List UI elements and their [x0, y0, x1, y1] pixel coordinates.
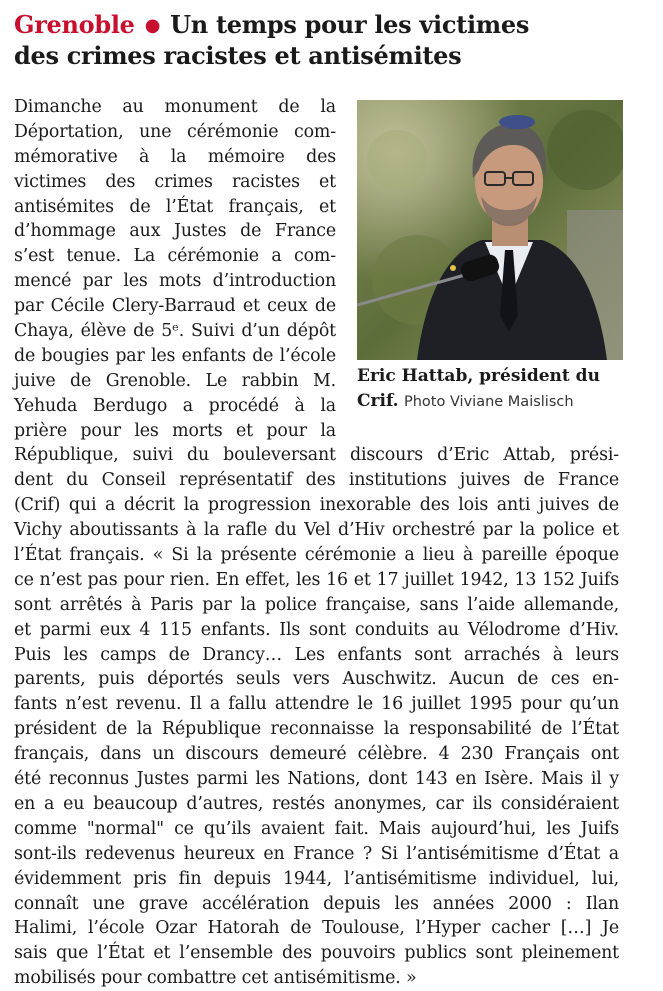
article-line: (Crif) qui a décrit la progression inexorable des lois anti juives de	[14, 495, 619, 516]
article-line: dent du Conseil représentatif des institutions juives de France	[14, 470, 619, 491]
article-line: juive de Grenoble. Le rabbin M.	[14, 370, 336, 391]
caption-name-1: Eric Hattab, président du	[357, 366, 600, 386]
article-line: fants n’est revenu. Il a fallu attendre le 16 juillet 1995 pour qu’un	[14, 694, 619, 715]
headline	[14, 10, 654, 71]
article-line: mémorative à la mémoire des	[14, 146, 336, 167]
article-line: de bougies par les enfants de l’école	[14, 345, 336, 366]
article-line: Yehuda Berdugo a procédé à la	[14, 395, 336, 416]
article-line: République, suivi du bouleversant discours d’Eric Attab, prési-	[14, 445, 619, 466]
article-line: président de la République reconnaisse la responsabilité de l’État	[14, 719, 619, 740]
article-line: Vichy aboutissants à la rafle du Vel d’Hiv orchestré par la police et	[14, 520, 619, 541]
headline-title-2: des crimes racistes et antisémites	[14, 41, 462, 70]
article-line: prière pour les morts et pour la	[14, 420, 336, 441]
article-line: évidemment pris fin depuis 1944, l’antisémitisme individuel, lui,	[14, 868, 619, 889]
article-line: Chaya, élève de 5ᵉ. Suivi d’un dépôt	[14, 321, 336, 342]
article-line: antisémites de l’État français, et	[14, 196, 336, 217]
article-line: sont-ils redevenus heureux en France ? Si l’antisémitisme d’État a	[14, 843, 619, 864]
article-line: en a eu beaucoup d’autres, restés anonymes, car ils considéraient	[14, 793, 619, 814]
article-line: par Cécile Clery-Barraud et ceux de	[14, 296, 336, 317]
headline-title-1: Un temps pour les victimes	[170, 10, 530, 39]
article-line: Puis les camps de Drancy… Les enfants sont arrachés à leurs	[14, 644, 619, 665]
article-line: d’hommage aux Justes de France	[14, 221, 336, 242]
article-line: comme "normal" ce qu’ils avaient fait. Mais aujourd’hui, les Juifs	[14, 818, 619, 839]
article-line: Halimi, l’école Ozar Hatorah de Toulouse, l’Hyper cacher […] Je	[14, 918, 619, 939]
headline-kicker: Grenoble	[14, 10, 135, 39]
article-line: été reconnus Justes parmi les Nations, dont 143 en Isère. Mais il y	[14, 769, 619, 790]
article-line: l’État français. « Si la présente cérémonie a lieu à pareille époque	[14, 545, 619, 566]
bullet-dot-icon: ●	[144, 15, 161, 36]
article-line: Dimanche au monument de la	[14, 97, 336, 117]
article-line: mobilisés pour combattre cet antisémitisme. »	[14, 968, 417, 989]
article-line: sont arrêtés à Paris par la police française, sans l’aide allemande,	[14, 594, 619, 615]
photo-credit: Photo Viviane Maislisch	[403, 394, 574, 410]
article-line: ce n’est pas pour rien. En effet, les 16 et 17 juillet 1942, 13 152 Juifs	[14, 569, 619, 590]
article-line: victimes des crimes racistes et	[14, 171, 336, 192]
headline-line-1	[14, 10, 654, 41]
article-line: français, dans un discours demeuré célèbre. 4 230 Français ont	[14, 744, 619, 765]
article-line: parents, puis déportés seuls vers Auschwitz. Aucun de ces en-	[14, 669, 619, 690]
article-line: connaît une grave accélération depuis les années 2000 : Ilan	[14, 893, 619, 914]
article-line: sais que l’État et l’ensemble des pouvoirs publics sont pleinement	[14, 943, 619, 964]
article-line: Déportation, une cérémonie com-	[14, 121, 336, 142]
caption-name-2: Crif.	[357, 391, 399, 411]
article-line: et parmi eux 4 115 enfants. Ils sont conduits au Vélodrome d’Hiv.	[14, 619, 619, 640]
article-line: mencé par les mots d’introduction	[14, 271, 336, 292]
article-line: s’est tenue. La cérémonie a com-	[14, 246, 336, 267]
article-body	[14, 95, 654, 991]
